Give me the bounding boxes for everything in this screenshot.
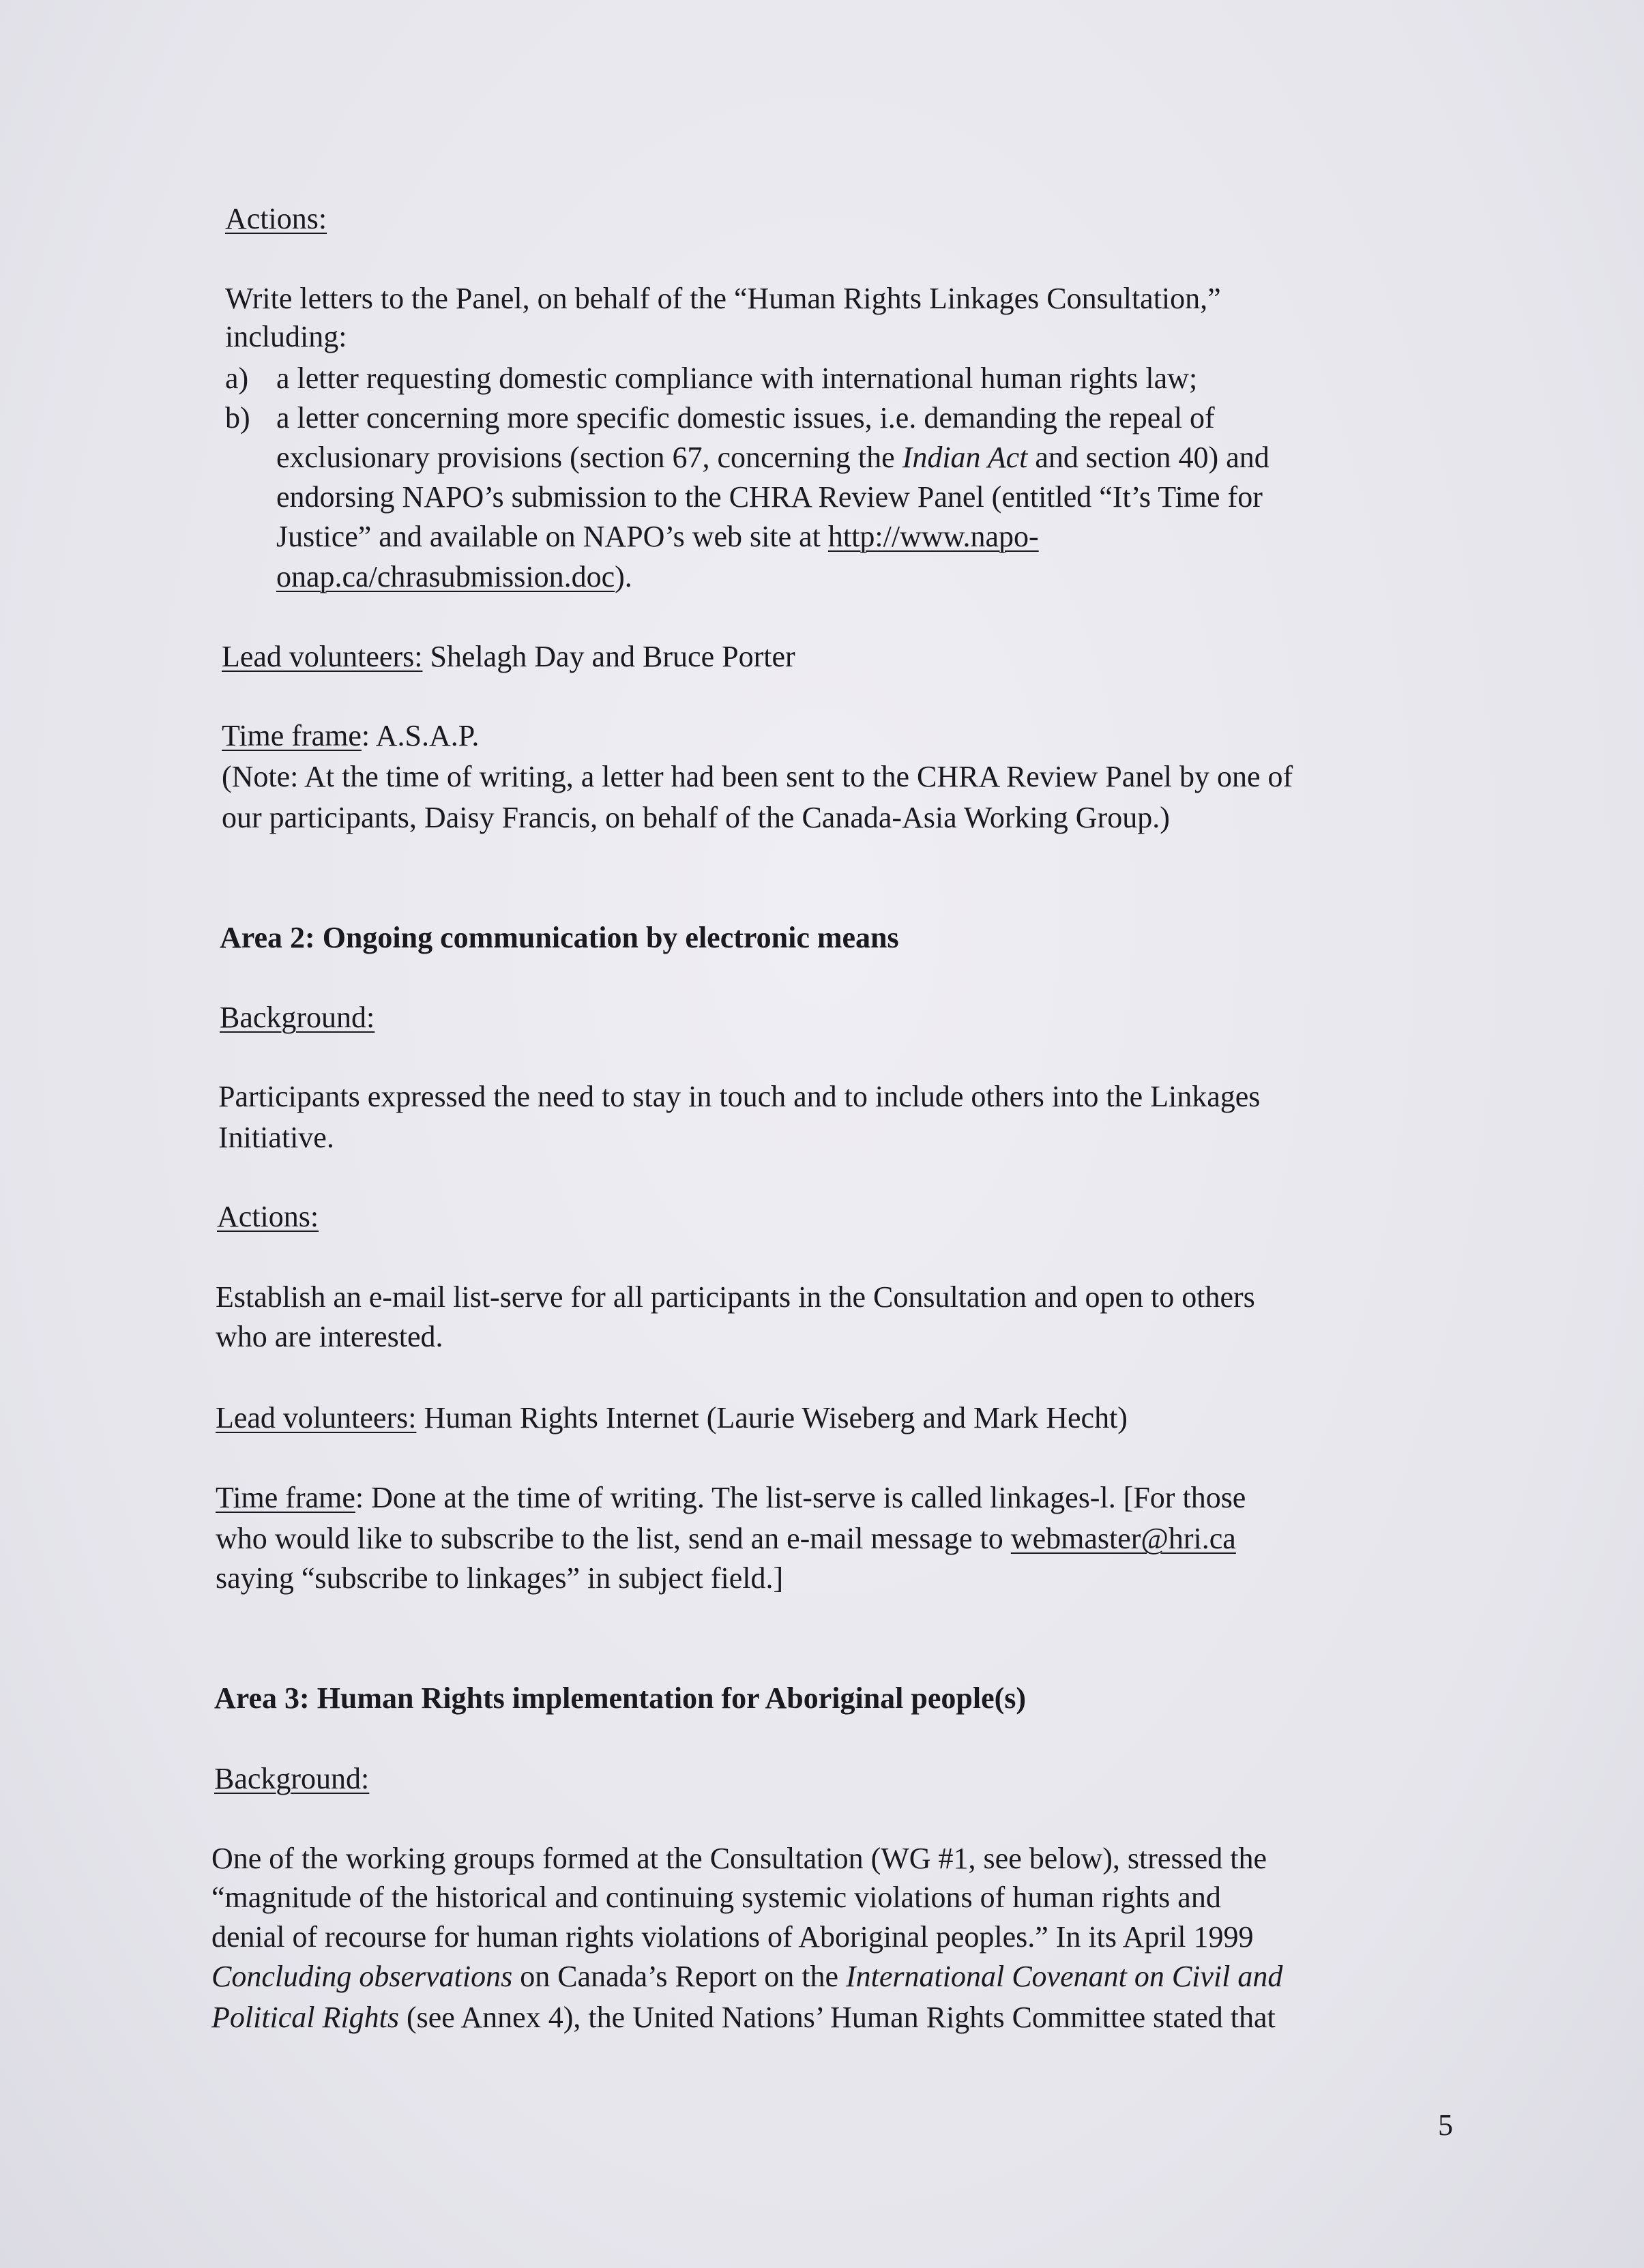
list-marker-b: b) (225, 401, 250, 435)
list-item-b-line-2: exclusionary provisions (section 67, concerning the Indian Act and section 40) and (276, 441, 1269, 474)
area-2-actions-line-1: Establish an e-mail list-serve for all participants in the Consultation and open to others (216, 1280, 1255, 1314)
area-3-paragraph-line-3: denial of recourse for human rights violations of Aboriginal peoples.” In its April 1999 (211, 1920, 1254, 1954)
area-2-background-line-1: Participants expressed the need to stay in touch and to include others into the Linkages (218, 1080, 1261, 1113)
area-2-lead-volunteers: Lead volunteers: Human Rights Internet (Laurie Wiseberg and Mark Hecht) (216, 1401, 1128, 1434)
time-frame-1: Time frame: A.S.A.P. (222, 719, 480, 752)
area-2-heading: Area 2: Ongoing communication by electronic means (220, 921, 899, 954)
list-item-b-line-4: Justice” and available on NAPO’s web site at http://www.napo- (276, 520, 1039, 553)
actions-heading: Actions: (225, 202, 327, 235)
actions-intro-line-1: Write letters to the Panel, on behalf of the “Human Rights Linkages Consultation,” (225, 282, 1221, 315)
area-3-heading: Area 3: Human Rights implementation for Aboriginal people(s) (214, 1681, 1027, 1715)
time-frame-1-note-line-1: (Note: At the time of writing, a letter had been sent to the CHRA Review Panel by one of (222, 760, 1293, 793)
list-item-b-line-1: a letter concerning more specific domestic issues, i.e. demanding the repeal of (276, 401, 1215, 435)
area-2-background-line-2: Initiative. (218, 1121, 334, 1154)
list-item-b-line-5: onap.ca/chrasubmission.doc). (276, 560, 632, 593)
area-3-paragraph-line-2: “magnitude of the historical and continuing systemic violations of human rights and (211, 1881, 1221, 1914)
lead-volunteers-1: Lead volunteers: Shelagh Day and Bruce Porter (222, 640, 795, 673)
area-2-actions-line-2: who are interested. (216, 1320, 443, 1353)
napo-link-cont[interactable]: onap.ca/chrasubmission.doc (276, 560, 615, 593)
page-number: 5 (1438, 2108, 1453, 2142)
list-item-a: a letter requesting domestic compliance with international human rights law; (276, 362, 1198, 395)
list-item-b-line-3: endorsing NAPO’s submission to the CHRA Review Panel (entitled “It’s Time for (276, 480, 1263, 514)
area-3-paragraph-line-4: Concluding observations on Canada’s Report on the International Covenant on Civil and (211, 1960, 1283, 1993)
area-2-time-frame-line-3: saying “subscribe to linkages” in subject field.] (216, 1561, 784, 1595)
time-frame-1-note-line-2: our participants, Daisy Francis, on behalf of the Canada-Asia Working Group.) (222, 801, 1170, 834)
area-2-background-heading: Background: (220, 1001, 375, 1034)
area-3-paragraph-line-1: One of the working groups formed at the Consultation (WG #1, see below), stressed the (211, 1842, 1267, 1875)
actions-intro-line-2: including: (225, 320, 347, 353)
area-2-time-frame-line-1: Time frame: Done at the time of writing. The list-serve is called linkages-l. [For those (216, 1481, 1246, 1514)
list-marker-a: a) (225, 362, 249, 395)
napo-link[interactable]: http://www.napo- (827, 520, 1039, 553)
webmaster-email-link[interactable]: webmaster@hri.ca (1010, 1522, 1236, 1555)
area-2-actions-heading: Actions: (217, 1200, 319, 1233)
area-3-background-heading: Background: (214, 1762, 370, 1795)
area-3-paragraph-line-5: Political Rights (see Annex 4), the United Nations’ Human Rights Committee stated that (211, 2001, 1276, 2034)
area-2-time-frame-line-2: who would like to subscribe to the list, send an e-mail message to webmaster@hri.ca (216, 1522, 1236, 1555)
